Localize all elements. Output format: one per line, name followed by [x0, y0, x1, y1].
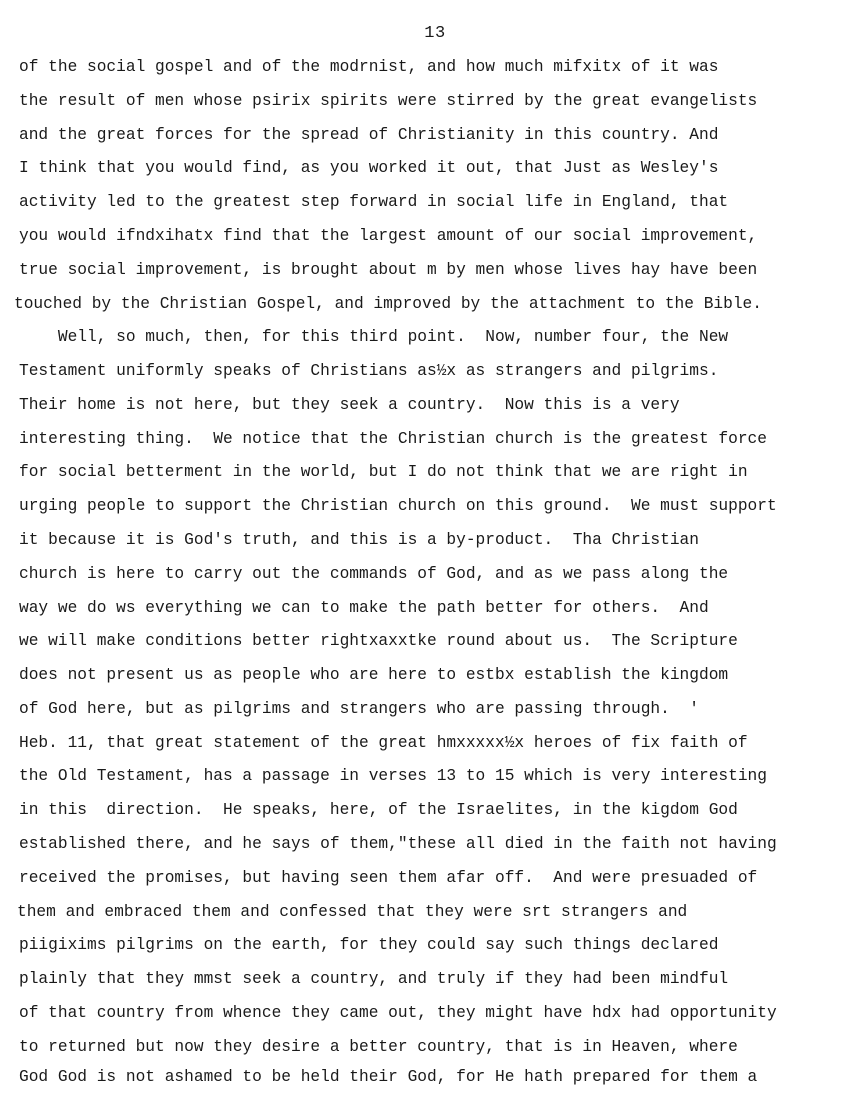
text-line: Heb. 11, that great statement of the great hmxxxxx½x heroes of fix faith of: [19, 734, 748, 752]
text-line: them and embraced them and confessed that they were srt strangers and: [17, 903, 688, 921]
text-line: way we do ws everything we can to make the path better for others. And: [19, 599, 709, 617]
text-line: urging people to support the Christian church on this ground. We must support: [19, 497, 777, 515]
text-line: God God is not ashamed to be held their God, for He hath prepared for them a: [19, 1068, 758, 1086]
text-line: touched by the Christian Gospel, and improved by the attachment to the Bible.: [14, 295, 762, 313]
text-line: activity led to the greatest step forward in social life in England, that: [19, 193, 729, 211]
text-line: of the social gospel and of the modrnist, and how much mifxitx of it was: [19, 58, 719, 76]
text-line: to returned but now they desire a better country, that is in Heaven, where: [19, 1038, 738, 1056]
text-line: piigixims pilgrims on the earth, for they could say such things declared: [19, 936, 719, 954]
text-line: established there, and he says of them,"these all died in the faith not having: [19, 835, 777, 853]
page-number: 13: [424, 24, 446, 43]
text-line: it because it is God's truth, and this is a by-product. Tha Christian: [19, 531, 699, 549]
text-line: Their home is not here, but they seek a country. Now this is a very: [19, 396, 680, 414]
text-line: true social improvement, is brought about m by men whose lives hay have been: [19, 261, 758, 279]
text-line: we will make conditions better rightxaxxtke round about us. The Scripture: [19, 632, 738, 650]
text-line: interesting thing. We notice that the Christian church is the greatest force: [19, 430, 767, 448]
text-line: church is here to carry out the commands of God, and as we pass along the: [19, 565, 729, 583]
text-line: plainly that they mmst seek a country, and truly if they had been mindful: [19, 970, 729, 988]
text-line: the result of men whose psirix spirits were stirred by the great evangelists: [19, 92, 758, 110]
text-line: Testament uniformly speaks of Christians as½x as strangers and pilgrims.: [19, 362, 719, 380]
text-line: Well, so much, then, for this third point. Now, number four, the New: [19, 328, 729, 346]
text-line: does not present us as people who are here to estbx establish the kingdom: [19, 666, 729, 684]
text-line: in this direction. He speaks, here, of the Israelites, in the kigdom God: [19, 801, 738, 819]
text-line: for social betterment in the world, but I do not think that we are right in: [19, 463, 748, 481]
text-line: of God here, but as pilgrims and strangers who are passing through. ': [19, 700, 699, 718]
text-line: received the promises, but having seen them afar off. And were presuaded of: [19, 869, 758, 887]
text-line: and the great forces for the spread of Christianity in this country. And: [19, 126, 719, 144]
text-line: you would ifndxihatx find that the largest amount of our social improvement,: [19, 227, 758, 245]
text-line: the Old Testament, has a passage in verses 13 to 15 which is very interesting: [19, 767, 767, 785]
text-line: of that country from whence they came out, they might have hdx had opportunity: [19, 1004, 777, 1022]
text-line: I think that you would find, as you worked it out, that Just as Wesley's: [19, 159, 719, 177]
